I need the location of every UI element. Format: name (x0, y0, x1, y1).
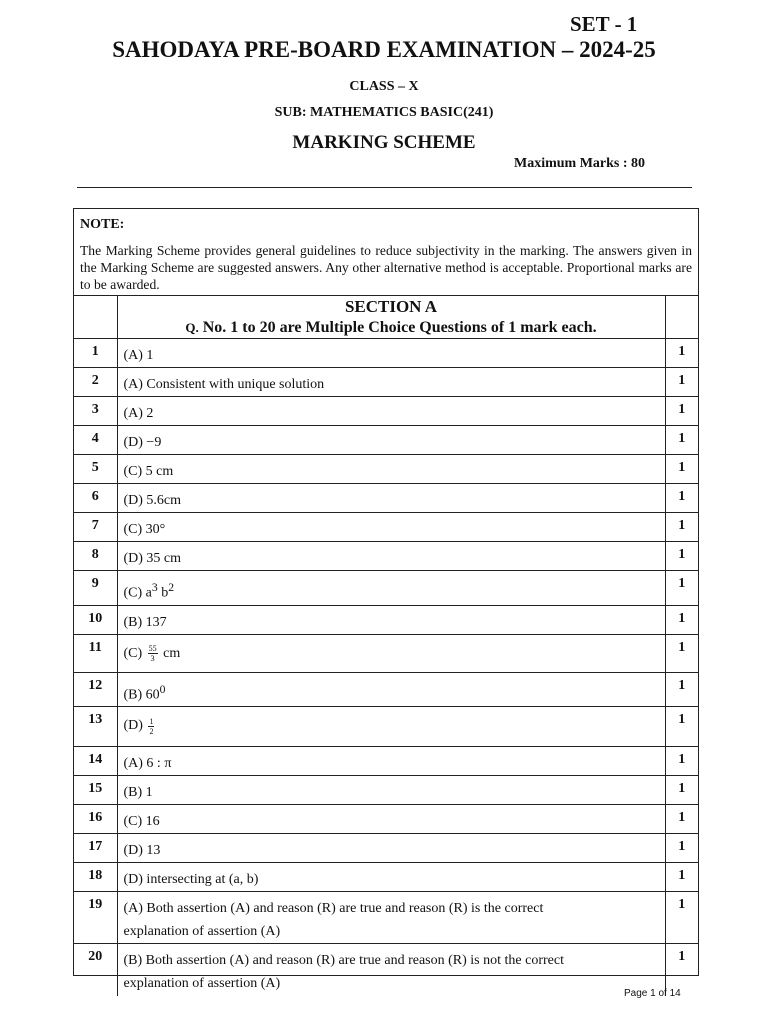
table-row (74, 426, 698, 455)
answer-text: (A) 6 : π (117, 747, 665, 776)
subject-line: SUB: MATHEMATICS BASIC(241) (274, 105, 494, 120)
note-text: The Marking Scheme provides general guidelines to reduce subjectivity in the marking. The answers given in the Marking Scheme are suggested answers. Any other alternative method is acceptable. Proportional marks are to be awarded. (80, 243, 692, 292)
question-number: 15 (74, 776, 117, 805)
section-header-row (74, 295, 698, 339)
marks-value: 1 (665, 834, 698, 863)
table-row (74, 484, 698, 513)
fraction (148, 717, 154, 736)
marks-value: 1 (665, 339, 698, 368)
question-number: 12 (74, 672, 117, 707)
exponent: 0 (159, 682, 166, 696)
marks-value: 1 (665, 747, 698, 776)
answer-part: (C) (123, 645, 146, 661)
question-number: 20 (74, 944, 117, 996)
answer-part: (B) 60 (123, 687, 160, 703)
question-number: 2 (74, 368, 117, 397)
answer-text: (C) 30° (117, 513, 665, 542)
exponent: 2 (168, 581, 175, 594)
table-row (74, 455, 698, 484)
section-header-blank (74, 295, 117, 339)
scheme-title: MARKING SCHEME (292, 132, 476, 153)
section-subtitle-text: No. 1 to 20 are Multiple Choice Questions of 1 mark each. (198, 319, 597, 336)
table-row (74, 513, 698, 542)
table-row (74, 397, 698, 426)
answer-text (117, 672, 665, 707)
answer-text: (C) 5 cm (117, 455, 665, 484)
question-number: 10 (74, 605, 117, 634)
set-label: SET - 1 (570, 12, 638, 36)
marks-value: 1 (665, 571, 698, 606)
marks-value: 1 (665, 805, 698, 834)
table-row (74, 863, 698, 892)
question-number: 11 (74, 634, 117, 672)
marks-value: 1 (665, 634, 698, 672)
question-number: 9 (74, 571, 117, 606)
section-subtitle-q: Q. (185, 320, 199, 335)
marks-value: 1 (665, 892, 698, 944)
question-number: 4 (74, 426, 117, 455)
answer-part: cm (159, 645, 181, 661)
table-row (74, 672, 698, 707)
answer-text (117, 944, 665, 996)
marks-value: 1 (665, 397, 698, 426)
note-heading: NOTE: (80, 217, 125, 232)
table-row (74, 368, 698, 397)
section-header-marks-blank (665, 295, 698, 339)
question-number: 5 (74, 455, 117, 484)
header-divider (77, 187, 692, 188)
question-number: 1 (74, 339, 117, 368)
marks-value: 1 (665, 863, 698, 892)
question-number: 14 (74, 747, 117, 776)
marks-value: 1 (665, 455, 698, 484)
answer-text (117, 707, 665, 747)
fraction-denominator: 3 (150, 653, 155, 663)
class-line: CLASS – X (349, 79, 419, 94)
section-subtitle (118, 317, 665, 338)
answer-part: (D) (123, 718, 147, 734)
marks-value: 1 (665, 944, 698, 996)
table-row (74, 944, 698, 996)
answer-line: (B) Both assertion (A) and reason (R) are true and reason (R) is not the correct (123, 953, 564, 969)
answer-line: explanation of assertion (A) (123, 976, 281, 992)
table-row (74, 834, 698, 863)
answer-line: explanation of assertion (A) (123, 924, 281, 940)
answer-part: (C) a (123, 585, 152, 601)
exponent: 3 (151, 581, 158, 594)
table-row (74, 805, 698, 834)
fraction (148, 644, 158, 663)
max-marks: Maximum Marks : 80 (514, 156, 646, 171)
fraction-denominator: 2 (149, 726, 154, 736)
marking-scheme-table (73, 208, 699, 992)
table-row (74, 571, 698, 606)
table-row (74, 776, 698, 805)
answer-text: (A) Consistent with unique solution (117, 368, 665, 397)
answer-line: (A) Both assertion (A) and reason (R) are true and reason (R) is the correct (123, 901, 544, 917)
answer-text: (B) 137 (117, 605, 665, 634)
question-number: 17 (74, 834, 117, 863)
marks-value: 1 (665, 707, 698, 747)
exam-title: SAHODAYA PRE-BOARD EXAMINATION – 2024-25 (112, 37, 656, 62)
answer-table (74, 295, 698, 996)
answer-text: (D) −9 (117, 426, 665, 455)
answer-part: b (157, 585, 169, 601)
table-row (74, 605, 698, 634)
table-row (74, 747, 698, 776)
fraction-numerator: 1 (149, 716, 154, 726)
table-row (74, 542, 698, 571)
answer-text: (D) 35 cm (117, 542, 665, 571)
question-number: 18 (74, 863, 117, 892)
answer-text (117, 892, 665, 944)
marks-value: 1 (665, 368, 698, 397)
answer-text: (D) 5.6cm (117, 484, 665, 513)
section-title: SECTION A (344, 297, 438, 316)
marks-value: 1 (665, 776, 698, 805)
note-box (74, 209, 698, 296)
answer-text: (A) 1 (117, 339, 665, 368)
marks-value: 1 (665, 513, 698, 542)
answer-text: (A) 2 (117, 397, 665, 426)
answer-text: (D) 13 (117, 834, 665, 863)
question-number: 16 (74, 805, 117, 834)
question-number: 19 (74, 892, 117, 944)
marks-value: 1 (665, 426, 698, 455)
fraction-numerator: 55 (148, 643, 157, 653)
marks-value: 1 (665, 605, 698, 634)
answer-text (117, 634, 665, 672)
table-row (74, 707, 698, 747)
question-number: 3 (74, 397, 117, 426)
question-number: 13 (74, 707, 117, 747)
marks-value: 1 (665, 672, 698, 707)
answer-text: (B) 1 (117, 776, 665, 805)
table-row (74, 339, 698, 368)
section-header (117, 295, 665, 339)
question-number: 8 (74, 542, 117, 571)
answer-text (117, 571, 665, 606)
marks-value: 1 (665, 484, 698, 513)
answer-text: (D) intersecting at (a, b) (117, 863, 665, 892)
question-number: 6 (74, 484, 117, 513)
answer-text: (C) 16 (117, 805, 665, 834)
question-number: 7 (74, 513, 117, 542)
table-row (74, 892, 698, 944)
table-row (74, 634, 698, 672)
marks-value: 1 (665, 542, 698, 571)
page-number: Page 1 of 14 (624, 988, 681, 999)
